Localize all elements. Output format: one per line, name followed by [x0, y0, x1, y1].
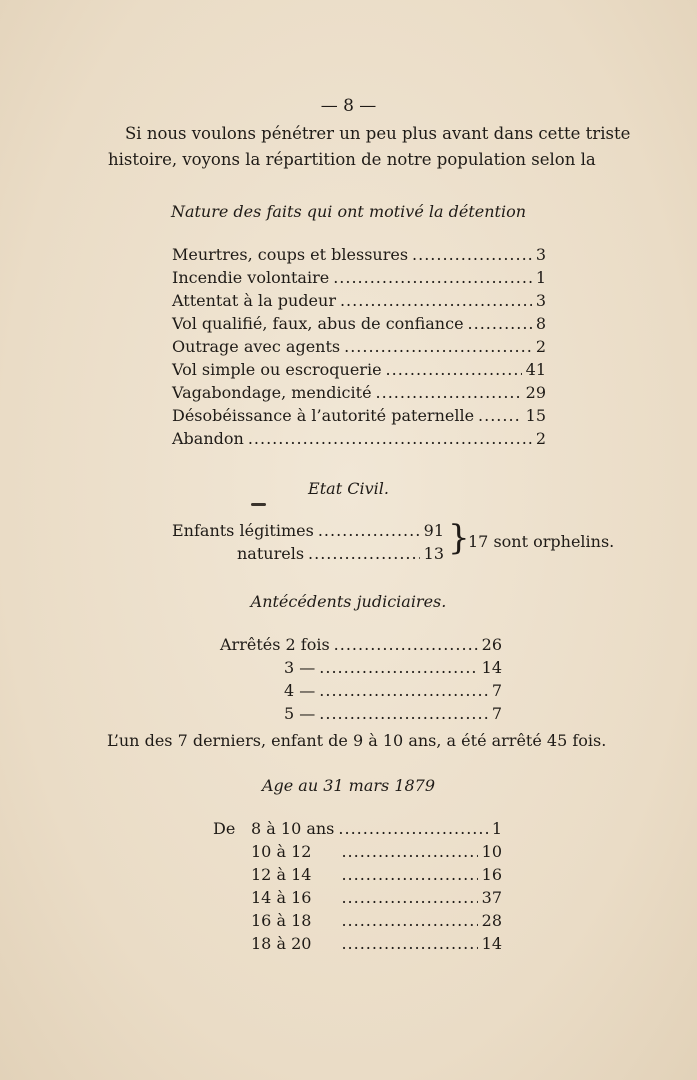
antecedents-value: 7 [491, 704, 502, 723]
nature-label: Incendie volontaire [172, 268, 330, 287]
etat-civil-row [172, 521, 444, 540]
antecedents-heading: Antécédents judiciaires. [250, 592, 447, 611]
intro-line-2: histoire, voyons la répartition de notre population selon la [108, 150, 596, 169]
ink-dash [251, 503, 266, 506]
age-row [251, 911, 502, 930]
orphans-note: 17 sont orphelins. [468, 532, 615, 551]
nature-label: Meurtres, coups et blessures [172, 245, 409, 264]
etat-civil-label: naturels [237, 544, 305, 563]
nature-heading: Nature des faits qui ont motivé la détention [170, 202, 527, 221]
age-value: 28 [481, 911, 502, 930]
nature-label: Attentat à la pudeur [172, 291, 336, 310]
etat-civil-row [237, 544, 444, 563]
age-label: 12 à 14 [251, 865, 312, 884]
nature-label: Abandon [172, 429, 244, 448]
antecedents-label: 4 — [284, 681, 316, 700]
age-row [251, 819, 502, 838]
antecedents-label: 5 — [284, 704, 316, 723]
nature-value: 8 [535, 314, 546, 333]
age-heading: Age au 31 mars 1879 [261, 776, 436, 795]
nature-value: 41 [525, 360, 546, 379]
age-label: 18 à 20 [251, 934, 312, 953]
nature-value: 3 [535, 291, 546, 310]
nature-value: 15 [525, 406, 546, 425]
nature-value: 1 [535, 268, 546, 287]
antecedents-label: Arrêtés 2 fois [220, 635, 330, 654]
age-row [251, 842, 502, 861]
age-value: 37 [481, 888, 502, 907]
etat-civil-value: 13 [423, 544, 444, 563]
intro-line-1: Si nous voulons pénétrer un peu plus avant dans cette triste [125, 124, 631, 143]
nature-row [172, 429, 546, 448]
antecedents-row [284, 658, 502, 677]
age-row [251, 865, 502, 884]
age-row [251, 934, 502, 953]
nature-row [172, 406, 546, 425]
nature-value: 2 [535, 429, 546, 448]
nature-value: 29 [525, 383, 546, 402]
right-brace-icon: } [448, 518, 470, 558]
nature-row [172, 314, 546, 333]
age-value: 1 [491, 819, 502, 838]
antecedents-row [220, 635, 502, 654]
age-value: 10 [481, 842, 502, 861]
nature-row [172, 291, 546, 310]
nature-label: Outrage avec agents [172, 337, 341, 356]
nature-label: Vagabondage, mendicité [172, 383, 372, 402]
age-row [251, 888, 502, 907]
antecedents-value: 7 [491, 681, 502, 700]
age-prefix: De [213, 819, 236, 838]
antecedents-label: 3 — [284, 658, 316, 677]
nature-value: 2 [535, 337, 546, 356]
antecedents-value: 14 [481, 658, 502, 677]
nature-label: Désobéissance à l’autorité paternelle [172, 406, 475, 425]
etat-civil-label: Enfants légitimes [172, 521, 314, 540]
antecedents-row [284, 681, 502, 700]
antecedents-row [284, 704, 502, 723]
age-label: 10 à 12 [251, 842, 312, 861]
age-label: 8 à 10 ans [251, 819, 335, 838]
nature-row [172, 383, 546, 402]
nature-row [172, 360, 546, 379]
page-number: — 8 — [320, 96, 377, 116]
etat-civil-value: 91 [423, 521, 444, 540]
nature-value: 3 [535, 245, 546, 264]
antecedents-note: L’un des 7 derniers, enfant de 9 à 10 ans, a été arrêté 45 fois. [107, 731, 607, 750]
age-value: 16 [481, 865, 502, 884]
nature-label: Vol simple ou escroquerie [172, 360, 382, 379]
age-label: 14 à 16 [251, 888, 312, 907]
nature-row [172, 337, 546, 356]
age-label: 16 à 18 [251, 911, 312, 930]
etat-civil-heading: Etat Civil. [308, 479, 389, 498]
nature-label: Vol qualifié, faux, abus de confiance [172, 314, 464, 333]
age-value: 14 [481, 934, 502, 953]
nature-row [172, 268, 546, 287]
nature-row [172, 245, 546, 264]
antecedents-value: 26 [481, 635, 502, 654]
